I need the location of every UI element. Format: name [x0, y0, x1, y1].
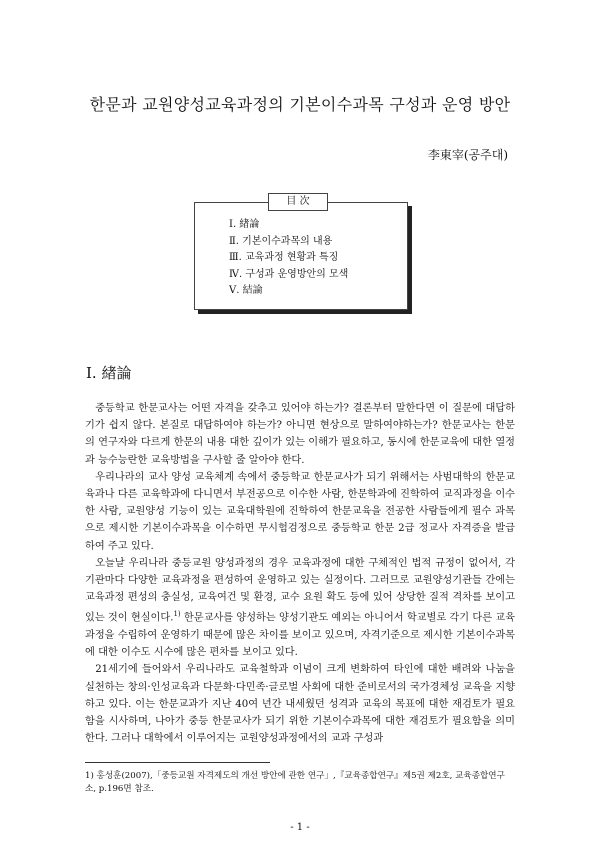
body-text [85, 400, 515, 747]
toc-item: Ⅲ. 교육과정 현황과 특징 [229, 252, 339, 263]
document-title: 한문과 교원양성교육과정의 기본이수과목 구성과 운영 방안 [89, 95, 511, 114]
paragraph-text: 오늘날 우리나라 중등교원 양성과정의 경우 교육과정에 대한 구체적인 법적 규정이 없어서, 각 기관마다 다양한 교육과정을 편성하여 운영하고 있는 실정이다. 그러므로 교원양성기관들 간에는 교육과정 편성의 충실성, 교육여건 및 환경, 교수 요원 확도 등에 있어 상당한 질적 격차를 보이고 있는 것이 현실이다. [85, 557, 515, 624]
footnote-reference: 1) [173, 610, 181, 619]
toc-item: Ⅰ. 緖論 [229, 219, 260, 230]
section-heading: Ⅰ. 緖論 [86, 364, 132, 382]
toc-item: Ⅴ. 結論 [229, 285, 263, 296]
toc-item: Ⅱ. 기본이수과목의 내용 [229, 235, 333, 247]
toc-item: Ⅳ. 구성과 운영방안의 모색 [229, 268, 349, 280]
paragraph [85, 555, 515, 662]
footnote-divider [85, 762, 270, 763]
toc-list [229, 217, 348, 300]
table-of-contents-box [194, 196, 408, 310]
paragraph: 21세기에 들어와서 우리나라도 교육철학과 이념이 크게 변화하여 타인에 대한 배려와 나눔을 실천하는 창의·인성교육과 다문화·다민족·글로벌 사회에 대한 준비로서의 국가경체성 교육을 지향하고 있다. 이는 한문교과가 지난 40여 년간 내세웠던 성격과 교육의 목표에 대한 재검토가 필요함을 시사하며, 나아가 중등 한문교사가 되기 위한 기본이수과목에 대한 재검토가 필요함을 의미한다. 그러나 대학에서 이루어지는 교원양성과정에서의 교과 구성과 [85, 664, 515, 745]
page-number: - 1 - [290, 822, 310, 833]
paragraph: 우리나라의 교사 양성 교육체계 속에서 중등학교 한문교사가 되기 위해서는 사범대학의 한문교육과나 다른 교육학과에 다니면서 부전공으로 이수한 사람, 한문학과에 진학하여 교직과정을 이수한 사람, 교원양성 기능이 있는 교육대학원에 진학하여 한문교육을 전공한 사람들에게 필수 과목으로 제시한 기본이수과목을 이수하면 무시험검정으로 중등학교 한문 2급 정교사 자격증을 발급하여 주고 있다. [85, 471, 515, 552]
author-affiliation: 李東宰(공주대) [427, 148, 508, 162]
paragraph-text: 한문교사를 양성하는 양성기관도 예외는 아니어서 학교별로 각기 다른 교육과정을 수립하여 운영하기 때문에 많은 차이를 보이고 있으며, 자격기준으로 제시한 기본이수과목에 대한 이수도 시수에 많은 편차를 보이고 있다. [85, 612, 515, 659]
footnote: 1) 홍성훈(2007),「중등교원 자격제도의 개선 방안에 관한 연구」,『교육종합연구』제5권 제2호, 교육종합연구소, p.196면 참조. [85, 771, 505, 794]
paragraph: 중등학교 한문교사는 어떤 자격을 갖추고 있어야 하는가? 결론부터 말한다면 이 질문에 대답하기가 쉽지 않다. 본질로 대답하여야 하는가? 아니면 현상으로 말하여야하는가? 한문교사는 한문의 연구자와 다르게 한문의 내용 대한 깊이가 있는 이해가 필요하고, 동시에 한문교육에 대한 열정과 능수능란한 교육방법을 구사할 줄 알아야 한다. [85, 403, 515, 466]
toc-label: 目 次 [268, 193, 328, 211]
